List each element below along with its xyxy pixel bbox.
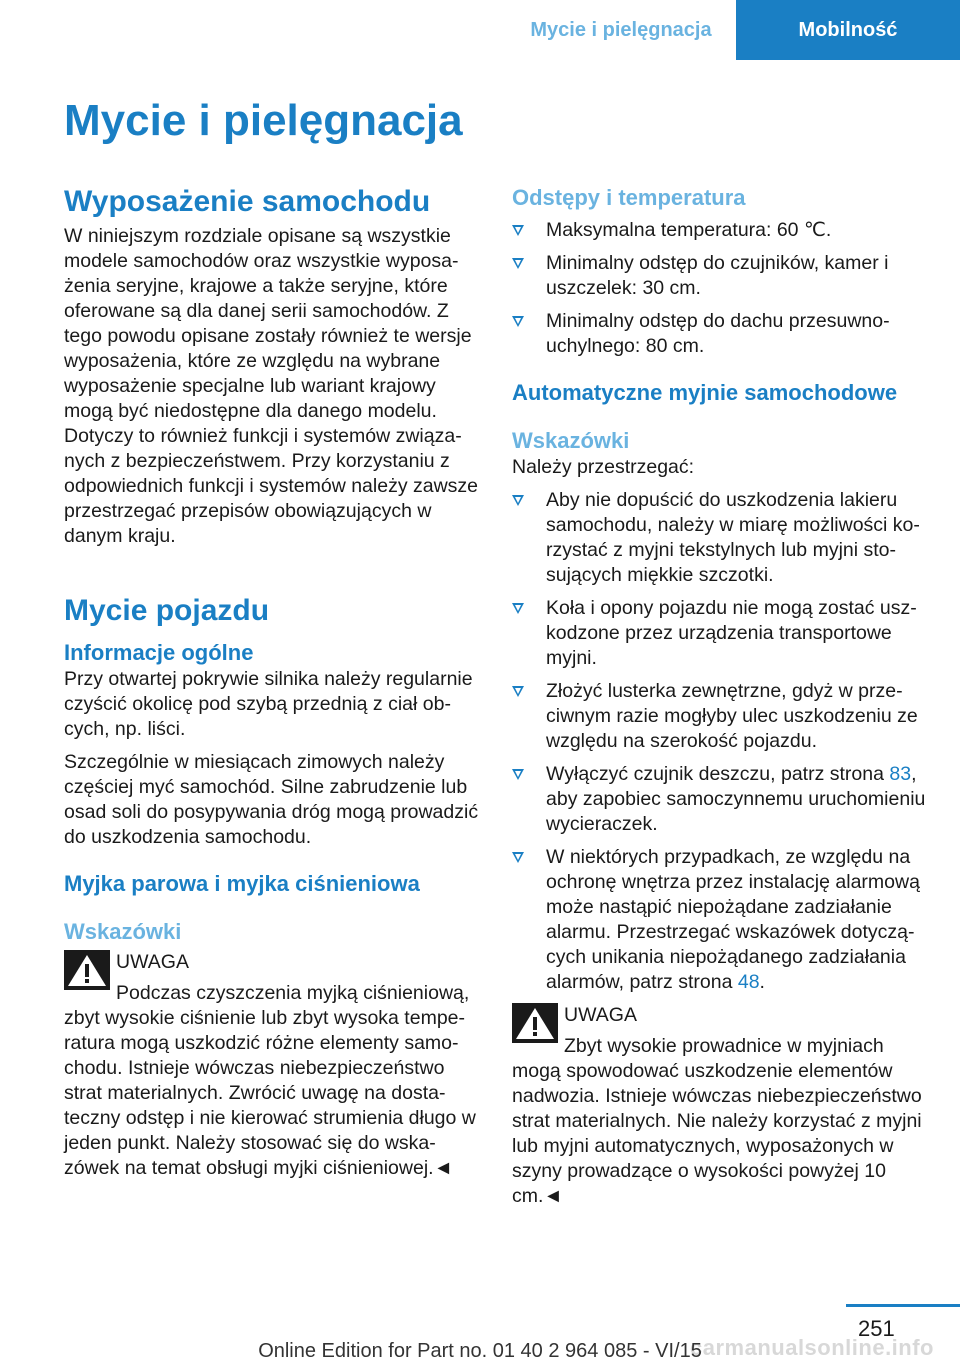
general-paragraph-2: Szczególnie w miesiącach zimowych należy częściej myć samochód. Silne zabrudzenie lub osad soli do posypywania dróg mogą prowadzić do uszkodzenia samochodu. [64, 751, 479, 848]
steam-heading: Myjka parowa i myjka ciśnieniowa [64, 871, 420, 896]
observe-text: Należy przestrzegać: [512, 456, 695, 478]
watermark: carmanualsonline.info [690, 1335, 934, 1360]
hints-list [512, 488, 932, 995]
bullet-triangle-icon [512, 769, 524, 780]
general-paragraph-1: Przy otwartej pokrywie silnika należy regularnie czyścić okolicę pod szybą przednią z ciał obcych, np. liści. [64, 668, 473, 740]
chapter-tab[interactable]: Mobilność [736, 0, 960, 60]
hints-heading-left: Wskazówki [64, 919, 182, 944]
warning-first-line-right: Zbyt wysokie prowadnice w myjniach [564, 1035, 884, 1057]
bullet-triangle-icon [512, 603, 524, 614]
warning-first-line-left: Podczas czyszczenia myjką ciśnieniową, [116, 982, 470, 1004]
warning-text-left: zbyt wysokie ciśnienie lub zbyt wysoka temperatura mogą uszkodzić różne elementy samochodu. Istnieje wówczas niebezpieczeństwo strat materialnych. Zwrócić uwagę na dostateczny odstęp i nie kierować strumienia długo w jeden punkt. Należy stosować się do wskazówek na temat obsługi myjki ciśnieniowej.◄ [64, 1007, 476, 1179]
warning-icon [512, 1003, 558, 1043]
bullet-triangle-icon [512, 316, 524, 327]
general-heading: Informacje ogólne [64, 640, 254, 665]
page-header [506, 0, 960, 60]
list-item: Minimalny odstęp do dachu przesuwnouchylnego: 80 cm. [512, 309, 932, 359]
carwash-heading: Automatyczne myjnie samochodowe [512, 380, 898, 405]
edition-footer: Online Edition for Part no. 01 40 2 964 085 - VI/15 [258, 1340, 702, 1362]
warning-icon [64, 950, 110, 990]
right-column [512, 184, 932, 1209]
list-item: Maksymalna temperatura: 60 ℃. [512, 218, 932, 243]
page-title: Mycie i pielęgnacja [64, 96, 463, 145]
distances-heading: Odstępy i temperatura [512, 185, 746, 210]
list-item: W niektórych przypadkach, ze względu na ochronę wnętrza przez instalację alarmową może nastąpić niepożądane zadziałanie alarmu. Przestrzegać wskazówek dotyczących unikania niepożądanego zadziałania alarmów, patrz strona 48. [512, 845, 932, 995]
bullet-triangle-icon [512, 258, 524, 269]
list-item: Minimalny odstęp do czujników, kamer i uszczelek: 30 cm. [512, 251, 932, 301]
warning-box-left [64, 950, 484, 1181]
washing-heading: Mycie pojazdu [64, 594, 270, 627]
bullet-triangle-icon [512, 852, 524, 863]
list-item: Wyłączyć czujnik deszczu, patrz strona 83, aby zapobiec samoczynnemu uruchomieniu wycieraczek. [512, 762, 932, 837]
list-item: Koła i opony pojazdu nie mogą zostać uszkodzone przez urządzenia transportowe myjni. [512, 596, 932, 671]
bullet-triangle-icon [512, 225, 524, 236]
warning-label-left: UWAGA [116, 951, 189, 973]
section-tab[interactable]: Mycie i pielęgnacja [506, 0, 736, 60]
distances-list [512, 218, 932, 359]
list-item: Aby nie dopuścić do uszkodzenia lakieru samochodu, należy w miarę możliwości korzystać z myjni tekstylnych lub myjni stosujących miękkie szczotki. [512, 488, 932, 588]
page-ref-link[interactable]: 48 [737, 971, 760, 993]
warning-box-right [512, 1003, 932, 1209]
warning-label-right: UWAGA [564, 1004, 637, 1026]
warning-text-right: mogą spowodować uszkodzenie elementów nadwozia. Istnieje wówczas niebezpieczeństwo strat materialnych. Nie należy korzystać z myjni lub myjni automatycznych, wyposażonych w szyny prowadzące o wysokości powyżej 10 cm.◄ [512, 1060, 922, 1207]
bullet-triangle-icon [512, 686, 524, 697]
footer-rule [846, 1304, 960, 1307]
equipment-heading: Wyposażenie samochodu [64, 185, 431, 218]
hints-heading-right: Wskazówki [512, 428, 630, 453]
left-column [64, 184, 484, 1181]
bullet-triangle-icon [512, 495, 524, 506]
list-item: Złożyć lusterka zewnętrzne, gdyż w przeciwnym razie mogłyby ulec uszkodzeniu ze względu na szerokość pojazdu. [512, 679, 932, 754]
equipment-text: W niniejszym rozdziale opisane są wszystkie modele samochodów oraz wszystkie wyposażenia seryjne, krajowe a także seryjne, które oferowane są dla danej serii samochodów. Z tego powodu opisane zostały również te wersje wyposażenia, które ze względu na wybrane wyposażenie specjalne lub wariant krajowy mogą być niedostępne dla danego modelu. Dotyczy to również funkcji i systemów związanych z bezpieczeństwem. Przy korzystaniu z odpowiednich funkcji i systemów należy zawsze przestrzegać przepisów obowiązujących w danym kraju. [64, 225, 479, 547]
page-ref-link[interactable]: 83 [889, 763, 912, 785]
page-number: 251 [858, 1316, 895, 1341]
